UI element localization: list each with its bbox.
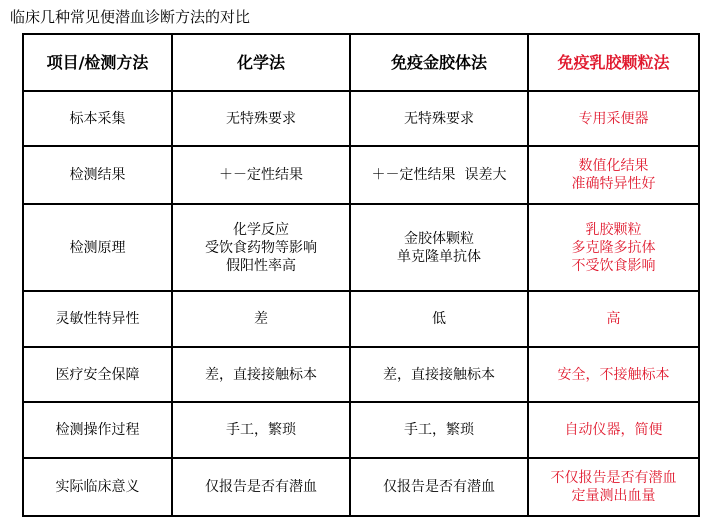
table-cell: 无特殊要求 [350,91,528,146]
table-cell: 差，直接接触标本 [172,347,350,402]
table-cell: 化学反应 受饮食药物等影响 假阳性率高 [172,204,350,291]
row-label: 灵敏性特异性 [23,291,172,347]
table-cell: ＋－定性结果 [172,146,350,204]
table-cell: 无特殊要求 [172,91,350,146]
table-cell-highlight: 乳胶颗粒 多克隆多抗体 不受饮食影响 [528,204,699,291]
table-cell-highlight: 安全，不接触标本 [528,347,699,402]
table-cell: 仅报告是否有潜血 [172,458,350,516]
header-item: 项目/检测方法 [23,34,172,91]
table-cell: 金胶体颗粒 单克隆单抗体 [350,204,528,291]
comparison-table [22,33,700,517]
table-cell-highlight: 专用采便器 [528,91,699,146]
header-colloidal-gold-method: 免疫金胶体法 [350,34,528,91]
table-row [23,204,699,291]
row-label: 检测结果 [23,146,172,204]
header-chemical-method: 化学法 [172,34,350,91]
row-label: 检测原理 [23,204,172,291]
table-cell: 低 [350,291,528,347]
table-cell-highlight: 自动仪器，简便 [528,402,699,458]
table-cell: ＋－定性结果 误差大 [350,146,528,204]
table-cell-highlight: 不仅报告是否有潜血 定量测出血量 [528,458,699,516]
header-latex-method: 免疫乳胶颗粒法 [528,34,699,91]
table-row [23,402,699,458]
table-cell: 手工，繁琐 [350,402,528,458]
page-title: 临床几种常见便潜血诊断方法的对比 [10,8,251,26]
row-label: 实际临床意义 [23,458,172,516]
table-cell-highlight: 数值化结果 准确特异性好 [528,146,699,204]
table-cell: 仅报告是否有潜血 [350,458,528,516]
table-row [23,347,699,402]
table-cell: 差 [172,291,350,347]
table-row [23,146,699,204]
table-cell: 手工，繁琐 [172,402,350,458]
table-row [23,291,699,347]
row-label: 标本采集 [23,91,172,146]
table-cell: 差，直接接触标本 [350,347,528,402]
table-row [23,91,699,146]
table-header-row [23,34,699,91]
row-label: 医疗安全保障 [23,347,172,402]
table-cell-highlight: 高 [528,291,699,347]
row-label: 检测操作过程 [23,402,172,458]
table-row [23,458,699,516]
